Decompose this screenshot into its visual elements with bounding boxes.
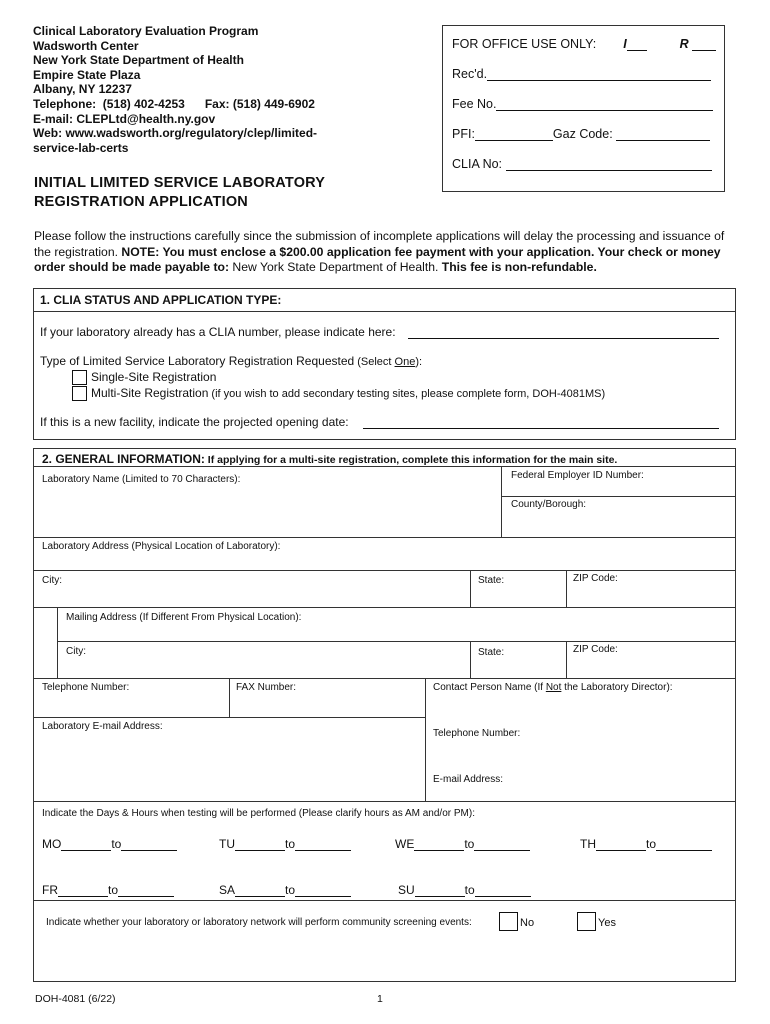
office-i-label: I — [623, 37, 627, 51]
to-label: to — [108, 883, 119, 897]
screening-yes-checkbox[interactable] — [577, 912, 596, 931]
section2-title: 2. GENERAL INFORMATION: — [42, 452, 205, 466]
day-label: MO — [42, 837, 62, 851]
mailing-city-input[interactable] — [92, 645, 466, 675]
day-label: TH — [580, 837, 596, 851]
mailing-zip-label: ZIP Code: — [573, 644, 618, 655]
office-fee-row — [452, 97, 713, 111]
tuesday-from-field[interactable] — [235, 838, 285, 851]
office-pfi-row — [452, 127, 710, 141]
header-line: Telephone: (518) 402-4253 Fax: (518) 449-6902 — [33, 96, 315, 111]
lab-email-input[interactable] — [38, 734, 422, 798]
section2-note: If applying for a multi-site registration, complete this information for the main site. — [204, 454, 618, 466]
office-fee-field[interactable] — [496, 98, 713, 111]
to-label: to — [464, 837, 475, 851]
clia-number-field[interactable] — [408, 338, 719, 339]
fein-input[interactable] — [505, 483, 733, 496]
instructions-paragraph — [34, 229, 734, 276]
multi-site-note: (if you wish to add secondary testing sites, please complete form, DOH-4081MS) — [208, 388, 606, 400]
day-thursday — [580, 837, 712, 851]
tuesday-to-field[interactable] — [295, 838, 351, 851]
mailing-state-label: State: — [478, 647, 505, 658]
mailing-state-input[interactable] — [508, 645, 563, 675]
zip-label: ZIP Code: — [573, 573, 618, 584]
contact-person-label — [433, 682, 673, 693]
fein-label: Federal Employer ID Number: — [511, 470, 644, 481]
multi-site-text: Multi-Site Registration — [91, 386, 209, 400]
day-monday — [42, 837, 177, 851]
wednesday-from-field[interactable] — [414, 838, 464, 851]
lab-name-input[interactable] — [38, 486, 498, 534]
form-title-line1: INITIAL LIMITED SERVICE LABORATORY — [34, 175, 326, 191]
saturday-from-field[interactable] — [235, 884, 285, 897]
state-label: State: — [478, 575, 505, 586]
to-label: to — [111, 837, 122, 851]
to-label: to — [646, 837, 657, 851]
office-r-label: R — [679, 37, 689, 51]
screening-no-label: No — [520, 917, 535, 929]
header-line: Clinical Laboratory Evaluation Program — [33, 24, 259, 38]
county-input[interactable] — [505, 512, 733, 534]
sunday-to-field[interactable] — [475, 884, 531, 897]
page-number: 1 — [377, 993, 383, 1005]
day-saturday — [219, 883, 351, 897]
friday-from-field[interactable] — [58, 884, 108, 897]
lab-name-label: Laboratory Name (Limited to 70 Characters): — [42, 474, 241, 485]
clia-question: If your laboratory already has a CLIA number, please indicate here: — [40, 325, 396, 339]
registration-type-label — [40, 354, 422, 368]
office-recd-field[interactable] — [487, 68, 711, 81]
lab-email-label: Laboratory E-mail Address: — [42, 721, 163, 732]
day-label: WE — [395, 837, 415, 851]
day-wednesday — [395, 837, 530, 851]
office-pfi-label: PFI: — [452, 127, 475, 141]
contact-suffix: the Laboratory Director): — [561, 682, 673, 693]
fax-label: FAX Number: — [236, 682, 297, 693]
office-use-box — [442, 25, 725, 192]
monday-from-field[interactable] — [61, 838, 111, 851]
mailing-zip-input[interactable] — [570, 657, 732, 675]
contact-person-input[interactable] — [430, 695, 733, 715]
saturday-to-field[interactable] — [295, 884, 351, 897]
agency-address-block — [33, 24, 373, 155]
office-i-field[interactable] — [627, 38, 647, 51]
day-friday — [42, 883, 174, 897]
instructions-text: Please follow the instructions carefully since the submission of incomplete applications will delay the processing and issuance of the registration. — [34, 229, 725, 259]
to-label: to — [285, 883, 296, 897]
office-recd-label: Rec'd. — [452, 67, 488, 81]
form-title — [34, 174, 325, 212]
header-line: Wadsworth Center — [33, 38, 139, 53]
office-recd-row — [452, 67, 711, 81]
header-line: Web: www.wadsworth.org/regulatory/clep/limited- — [33, 126, 318, 141]
days-hours-label: Indicate the Days & Hours when testing will be performed (Please clarify hours as AM and/or PM): — [42, 808, 475, 819]
contact-prefix: Contact Person Name (If — [433, 682, 546, 693]
office-r-field[interactable] — [692, 38, 716, 51]
state-input[interactable] — [508, 574, 563, 604]
select-one: One — [394, 356, 416, 368]
office-clia-row — [452, 157, 712, 171]
office-fee-label: Fee No. — [452, 97, 497, 111]
friday-to-field[interactable] — [118, 884, 174, 897]
single-site-label: Single-Site Registration — [91, 370, 217, 384]
contact-email-input[interactable] — [508, 772, 732, 788]
day-label: SU — [398, 883, 415, 897]
thursday-from-field[interactable] — [596, 838, 646, 851]
thursday-to-field[interactable] — [656, 838, 712, 851]
office-use-title: FOR OFFICE USE ONLY: — [452, 37, 597, 51]
lab-address-input[interactable] — [38, 553, 733, 568]
mailing-address-label: Mailing Address (If Different From Physical Location): — [66, 612, 302, 623]
contact-phone-label: Telephone Number: — [433, 728, 521, 739]
office-use-title-row — [452, 37, 716, 51]
screening-yes-label: Yes — [598, 917, 616, 929]
day-tuesday — [219, 837, 351, 851]
form-title-line2: REGISTRATION APPLICATION — [34, 194, 248, 210]
multi-site-checkbox[interactable] — [72, 386, 87, 401]
instructions-nonrefundable: This fee is non-refundable. — [441, 260, 597, 274]
multi-site-label — [91, 386, 605, 400]
instructions-payee: New York State Department of Health. — [229, 260, 442, 274]
header-line: Albany, NY 12237 — [33, 82, 132, 97]
header-line: E-mail: CLEPLtd@health.ny.gov — [33, 111, 216, 126]
to-label: to — [285, 837, 296, 851]
wednesday-to-field[interactable] — [474, 838, 530, 851]
header-line: service-lab-certs — [33, 140, 129, 155]
section1-heading: 1. CLIA STATUS AND APPLICATION TYPE: — [40, 293, 282, 307]
registration-type-text: Type of Limited Service Laboratory Registration Requested — [40, 354, 355, 368]
day-label: SA — [219, 883, 236, 897]
day-sunday — [398, 883, 531, 897]
office-pfi-field[interactable] — [475, 128, 553, 141]
fax-input[interactable] — [233, 695, 422, 715]
single-site-checkbox[interactable] — [72, 370, 87, 385]
city-input[interactable] — [70, 574, 466, 604]
select-prefix: (Select — [354, 356, 395, 368]
screening-no-checkbox[interactable] — [499, 912, 518, 931]
telephone-label: Telephone Number: — [42, 682, 130, 693]
day-label: TU — [219, 837, 235, 851]
contact-email-label: E-mail Address: — [433, 774, 504, 785]
mailing-address-input[interactable] — [62, 625, 732, 640]
to-label: to — [464, 883, 475, 897]
header-line: Empire State Plaza — [33, 67, 141, 82]
office-clia-label: CLIA No: — [452, 157, 503, 171]
telephone-input[interactable] — [38, 695, 226, 715]
mailing-city-label: City: — [66, 646, 86, 657]
lab-address-label: Laboratory Address (Physical Location of Laboratory): — [42, 541, 281, 552]
monday-to-field[interactable] — [121, 838, 177, 851]
office-gaz-label: Gaz Code: — [552, 127, 613, 141]
opening-date-label: If this is a new facility, indicate the projected opening date: — [40, 415, 349, 429]
header-line: New York State Department of Health — [33, 53, 244, 68]
form-number: DOH-4081 (6/22) — [35, 993, 116, 1005]
city-label: City: — [42, 575, 62, 586]
sunday-from-field[interactable] — [415, 884, 465, 897]
office-gaz-field[interactable] — [616, 128, 710, 141]
screening-question: Indicate whether your laboratory or laboratory network will perform community screening events: — [46, 917, 472, 928]
office-clia-field[interactable] — [506, 158, 712, 171]
day-label: FR — [42, 883, 58, 897]
section2-heading — [42, 452, 617, 466]
contact-not: Not — [545, 682, 562, 693]
opening-date-field[interactable] — [363, 428, 719, 429]
instructions-note: NOTE: You must enclose a $200.00 application fee payment with your application. Your check or money order should be made payable to: — [34, 244, 721, 274]
county-label: County/Borough: — [511, 499, 587, 510]
contact-phone-input[interactable] — [520, 726, 732, 742]
zip-input[interactable] — [570, 586, 732, 604]
select-suffix: ): — [415, 356, 423, 368]
